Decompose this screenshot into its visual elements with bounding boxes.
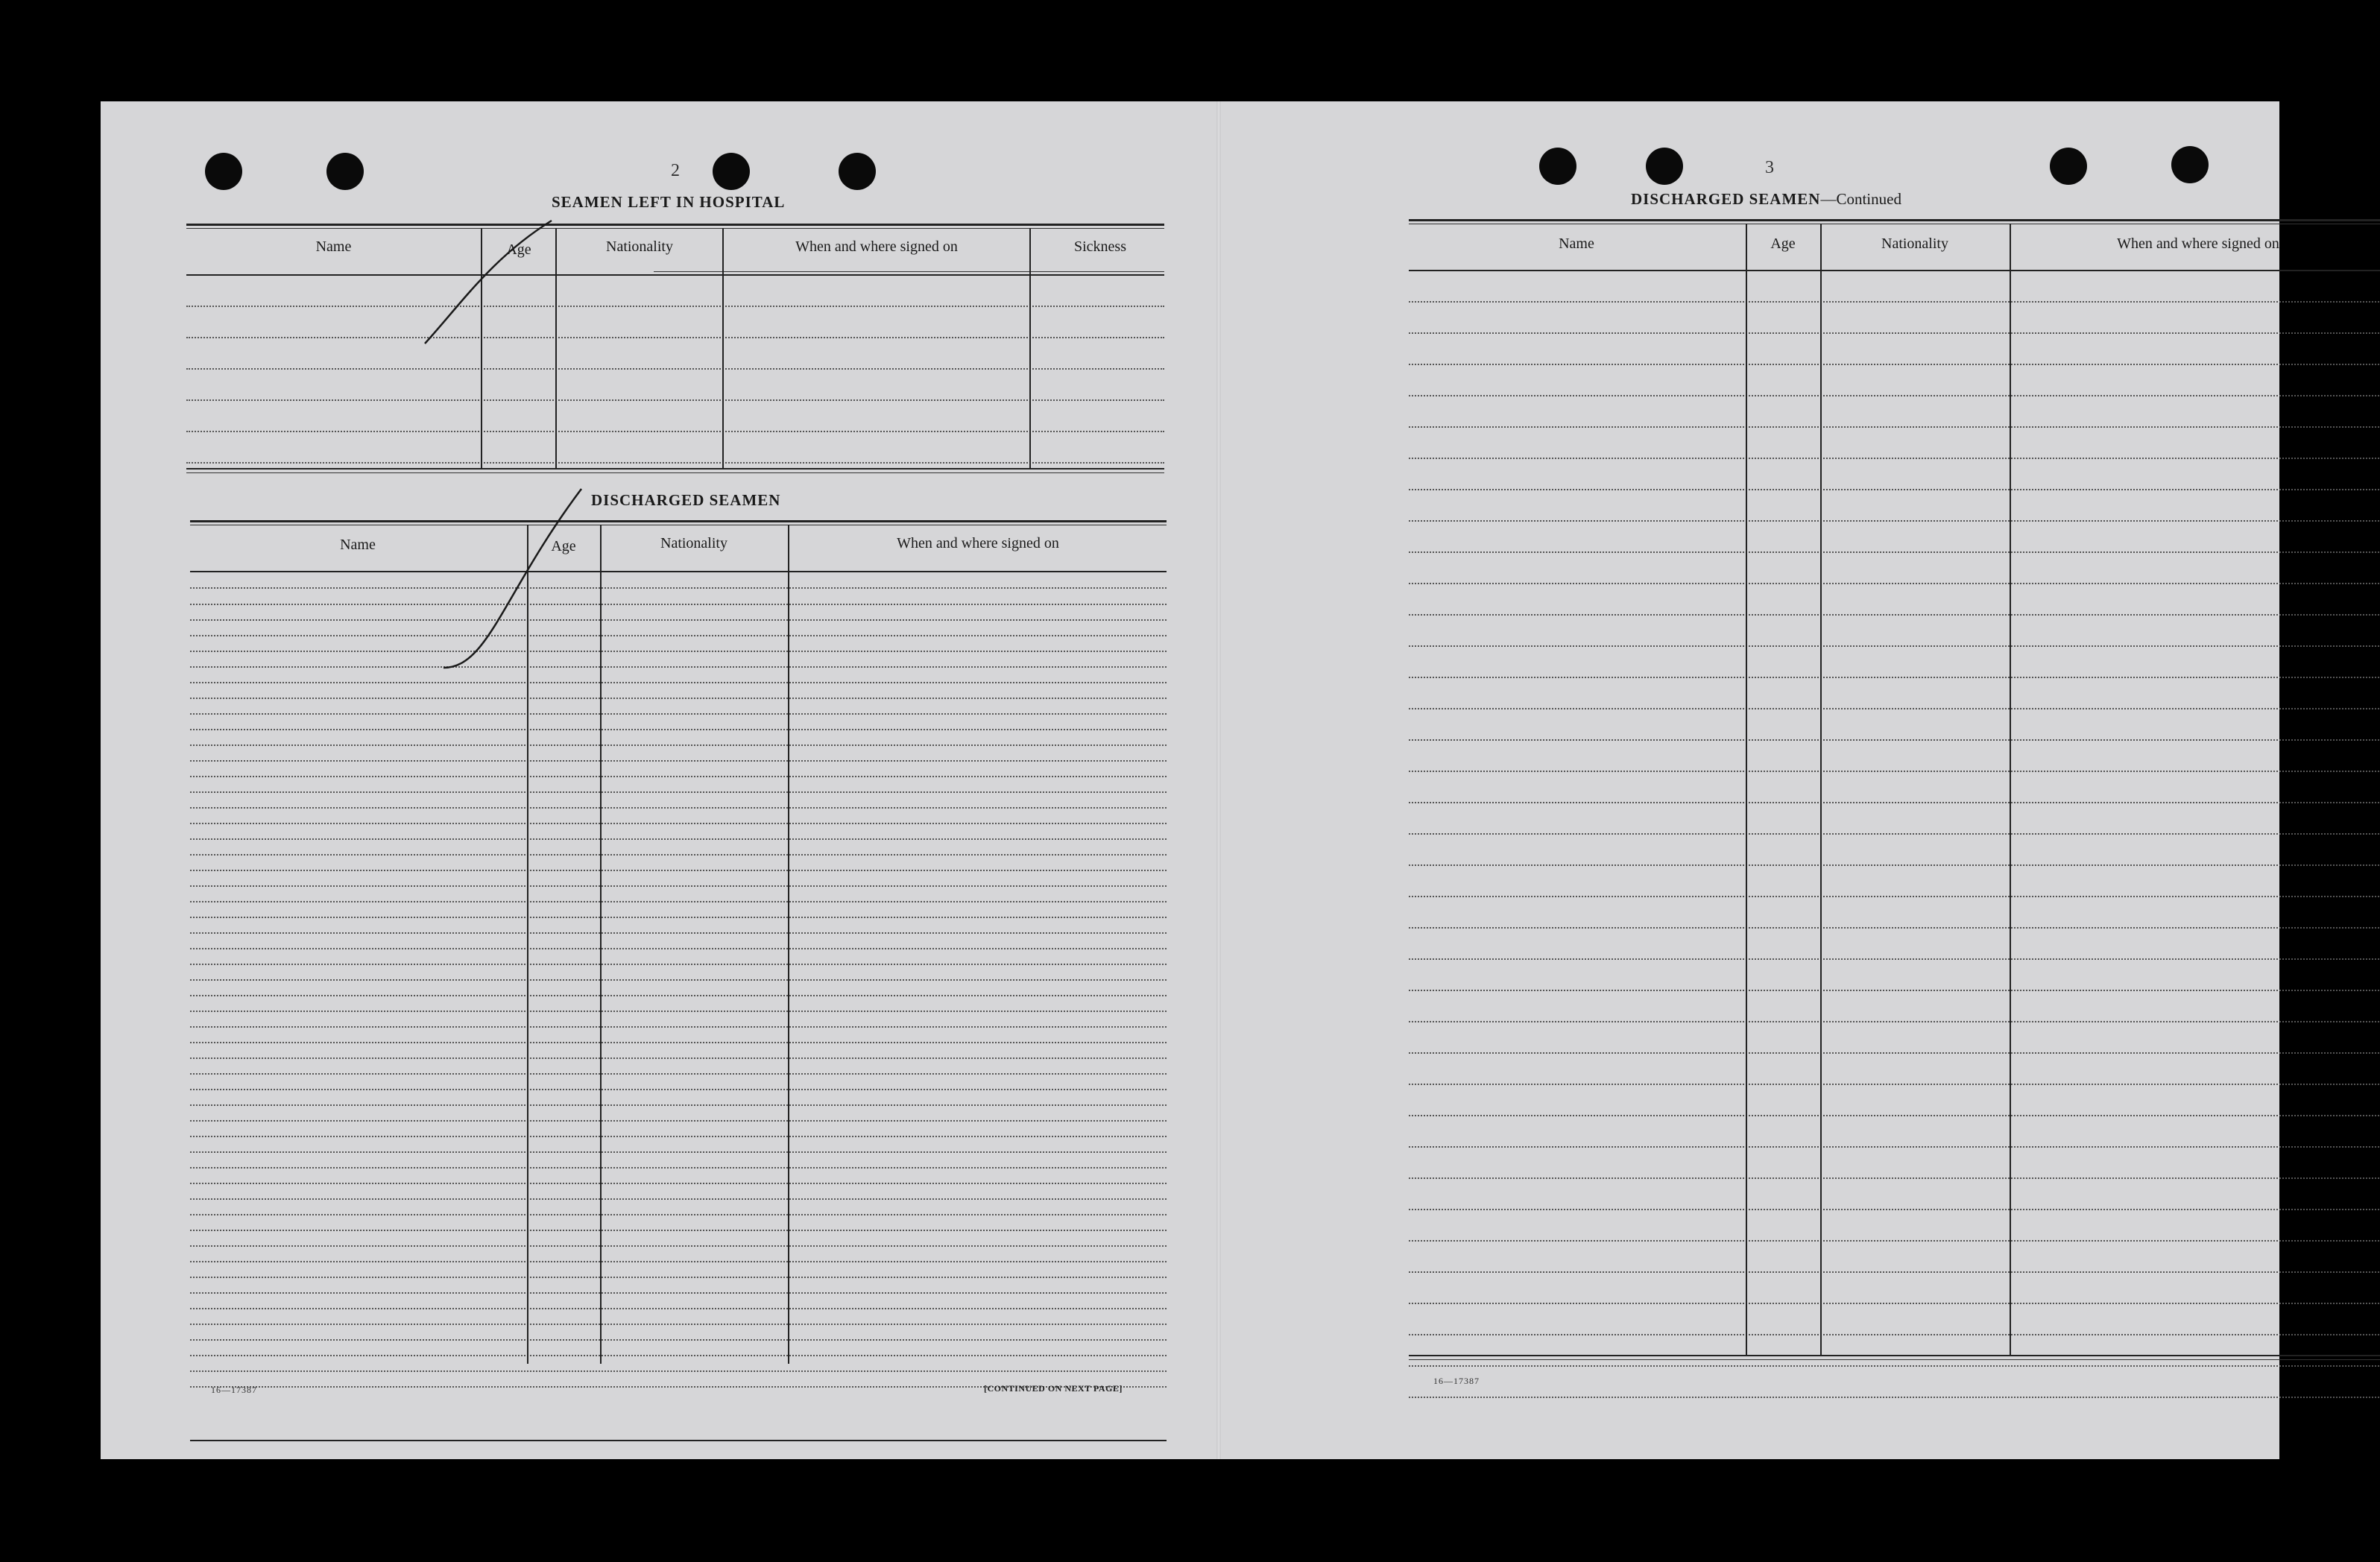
row-line [190, 744, 1167, 746]
row-line [190, 1057, 1167, 1059]
row-line [186, 337, 1164, 338]
left-page [101, 101, 1219, 1459]
table-top-rule [1409, 219, 2380, 221]
row-line [190, 1167, 1167, 1169]
row-line [190, 1073, 1167, 1075]
row-line [190, 995, 1167, 996]
row-line [190, 979, 1167, 981]
row-line [1409, 583, 2380, 584]
row-line [190, 1355, 1167, 1356]
row-line [190, 932, 1167, 934]
row-line [1409, 458, 2380, 459]
row-line [190, 619, 1167, 621]
row-line [1409, 958, 2380, 960]
row-line [186, 431, 1164, 432]
row-line [190, 604, 1167, 605]
row-line [186, 306, 1164, 307]
row-line [1409, 1209, 2380, 1210]
pen-stroke [432, 481, 611, 690]
row-line [1409, 677, 2380, 678]
table-bottom-rule [1409, 1355, 2380, 1356]
row-line [1409, 771, 2380, 772]
row-line [186, 368, 1164, 370]
row-line [190, 729, 1167, 730]
row-line [190, 1261, 1167, 1262]
column-header-sickness: Sickness [1074, 238, 1126, 255]
row-line [190, 1324, 1167, 1325]
row-line [190, 1151, 1167, 1153]
row-line [1409, 551, 2380, 553]
row-line [1409, 645, 2380, 647]
column-divider [1029, 228, 1031, 468]
punch-hole [2050, 148, 2087, 185]
row-line [190, 1011, 1167, 1012]
row-line [190, 791, 1167, 793]
row-line [1409, 614, 2380, 616]
row-line [190, 1198, 1167, 1200]
row-line [190, 838, 1167, 840]
column-header-signed-on: When and where signed on [897, 535, 1059, 551]
row-line [190, 948, 1167, 949]
column-header-nationality: Nationality [606, 238, 673, 255]
column-header-age: Age [506, 241, 531, 258]
continued-note: [CONTINUED ON NEXT PAGE] [984, 1383, 1123, 1394]
column-header-name: Name [315, 238, 352, 255]
row-line [1409, 739, 2380, 741]
row-line [190, 1214, 1167, 1215]
row-line [1409, 708, 2380, 709]
row-line [190, 870, 1167, 871]
row-line [1409, 990, 2380, 991]
form-code: 16—17387 [211, 1385, 257, 1395]
row-line [190, 760, 1167, 762]
row-line [190, 1136, 1167, 1137]
table-top-rule [186, 224, 1164, 226]
row-line [190, 1292, 1167, 1294]
row-line [190, 1104, 1167, 1106]
row-line [1409, 927, 2380, 929]
row-line [1409, 1052, 2380, 1054]
row-line [1409, 489, 2380, 490]
row-line [1409, 864, 2380, 866]
header-rule [190, 571, 1167, 572]
column-header-signed-on: When and where signed on [2117, 235, 2279, 252]
row-line [190, 587, 1167, 589]
row-line [190, 854, 1167, 856]
header-rule [186, 274, 1164, 276]
row-line [1409, 395, 2380, 396]
column-header-name: Name [340, 537, 376, 553]
right-page [1219, 101, 2279, 1459]
row-line [190, 1120, 1167, 1122]
section-title-hospital: SEAMEN LEFT IN HOSPITAL [552, 193, 786, 211]
row-line [190, 1308, 1167, 1309]
row-line [1409, 1334, 2380, 1335]
punch-hole [326, 153, 364, 190]
section-title-suffix: —Continued [1820, 190, 1901, 208]
row-line [190, 1339, 1167, 1341]
row-line [190, 1026, 1167, 1028]
row-line [190, 698, 1167, 699]
row-line [1409, 1084, 2380, 1085]
row-line [1409, 1365, 2380, 1367]
row-line [190, 776, 1167, 777]
column-header-nationality: Nationality [660, 535, 727, 551]
column-divider [2010, 224, 2011, 1355]
row-line [190, 807, 1167, 809]
row-line [190, 1183, 1167, 1184]
row-line [190, 713, 1167, 715]
row-line [190, 666, 1167, 668]
section-title-discharged-continued [1631, 190, 1901, 209]
row-line [1409, 364, 2380, 365]
row-line [190, 635, 1167, 636]
row-line [1409, 1021, 2380, 1022]
row-line [190, 1089, 1167, 1090]
punch-hole [713, 153, 750, 190]
row-line [1409, 1397, 2380, 1398]
row-line [1409, 332, 2380, 334]
row-line [1409, 802, 2380, 803]
row-line [1409, 896, 2380, 897]
row-line [190, 1042, 1167, 1043]
row-line [186, 462, 1164, 464]
column-header-signed-on: When and where signed on [795, 238, 958, 255]
row-line [1409, 1303, 2380, 1304]
section-title-text: DISCHARGED SEAMEN [1631, 190, 1821, 208]
punch-hole [2171, 146, 2209, 183]
table-bottom-rule [186, 468, 1164, 469]
table-top-rule [190, 520, 1167, 522]
row-line [190, 1245, 1167, 1247]
row-line [190, 964, 1167, 965]
row-line [190, 917, 1167, 918]
column-divider [788, 525, 789, 1364]
form-code: 16—17387 [1433, 1376, 1480, 1386]
open-form-spread [101, 101, 2279, 1459]
punch-hole [839, 153, 876, 190]
row-line [190, 682, 1167, 683]
table-bottom-rule [186, 472, 1164, 473]
row-line [186, 399, 1164, 401]
row-line [1409, 1146, 2380, 1148]
column-header-age: Age [551, 538, 576, 554]
row-line [1409, 426, 2380, 428]
pen-stroke [410, 213, 589, 362]
row-line [190, 651, 1167, 652]
row-line [1409, 301, 2380, 303]
column-header-age: Age [1770, 235, 1796, 252]
punch-hole [205, 153, 242, 190]
row-line [1409, 1271, 2380, 1273]
row-line [190, 901, 1167, 902]
punch-hole [1646, 148, 1683, 185]
page-number: 2 [671, 161, 680, 180]
row-line [1409, 1115, 2380, 1116]
header-rule [1409, 270, 2380, 271]
column-divider [1820, 224, 1822, 1355]
section-title-discharged: DISCHARGED SEAMEN [591, 491, 781, 509]
row-line [190, 885, 1167, 887]
punch-hole [1539, 148, 1576, 185]
column-divider [1746, 224, 1747, 1355]
row-line [190, 1277, 1167, 1278]
table-bottom-rule [1409, 1359, 2380, 1360]
header-rule [654, 271, 1164, 272]
row-line [1409, 1177, 2380, 1179]
page-number: 3 [1765, 158, 1774, 177]
column-divider [722, 228, 724, 468]
table-bottom-rule [190, 1440, 1167, 1441]
column-header-name: Name [1559, 235, 1594, 252]
row-line [190, 1370, 1167, 1372]
table-top-rule [186, 228, 1164, 229]
row-line [190, 1230, 1167, 1231]
column-header-nationality: Nationality [1881, 235, 1948, 252]
row-line [1409, 520, 2380, 522]
row-line [1409, 1240, 2380, 1242]
row-line [190, 823, 1167, 824]
row-line [1409, 833, 2380, 835]
